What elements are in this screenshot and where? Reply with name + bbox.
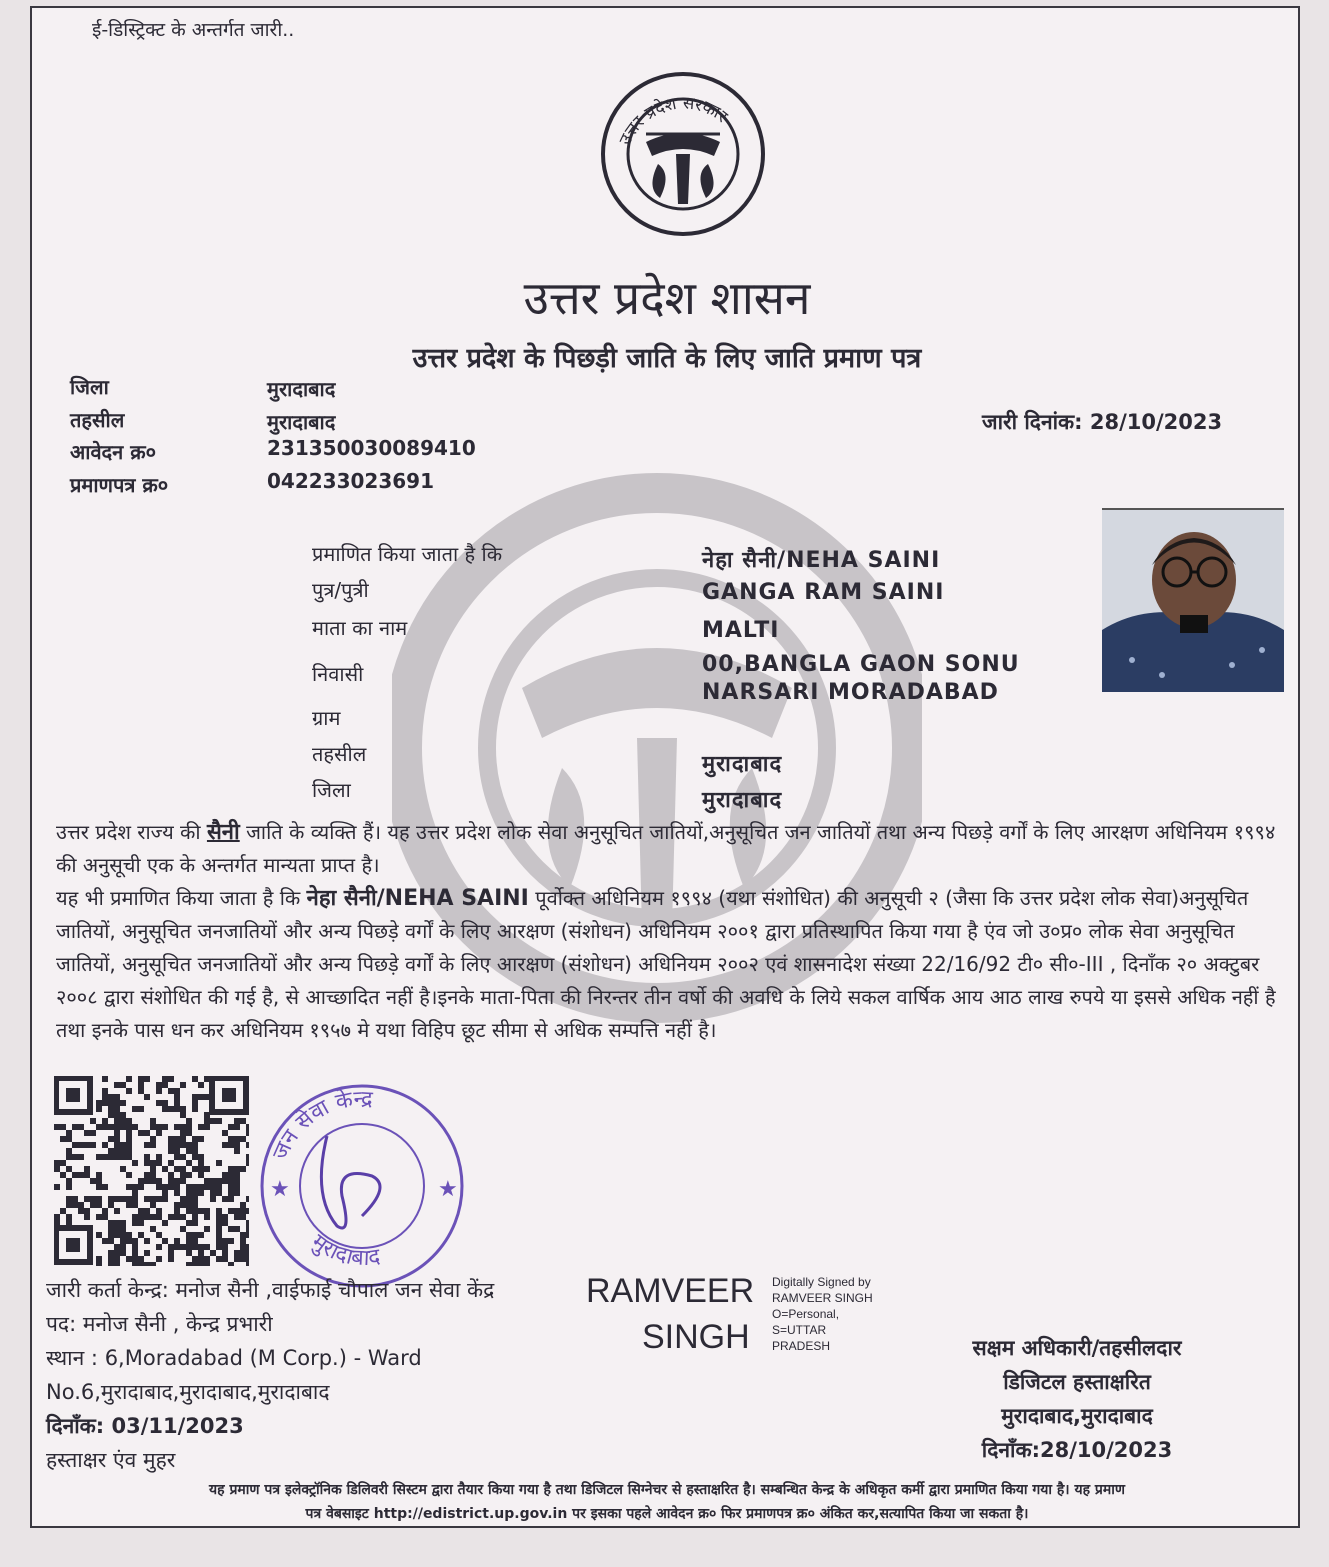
qr-code: [54, 1076, 249, 1266]
detail-district-label: जिला: [312, 778, 351, 802]
address-line1: 00,BANGLA GAON SONU: [702, 652, 1020, 677]
district-value: मुरादाबाद: [267, 377, 336, 401]
p2-text-a: यह भी प्रमाणित किया जाता है कि: [56, 886, 307, 910]
applicant-name: नेहा सैनी/NEHA SAINI: [702, 548, 941, 573]
authority-date: दिनाँक:28/10/2023: [981, 1438, 1173, 1462]
emblem-text: उत्तर प्रदेश सरकार: [615, 93, 732, 149]
signer-name-line2: SINGH: [642, 1318, 750, 1356]
tehsil-label: तहसील: [70, 408, 125, 432]
issuer-post: पद: मनोज सैनी , केन्द्र प्रभारी: [46, 1312, 273, 1336]
father-name: GANGA RAM SAINI: [702, 580, 945, 605]
page-title: उत्तर प्रदेश शासन: [523, 271, 811, 325]
applicant-photo: [1102, 508, 1284, 692]
district-label: जिला: [70, 375, 109, 399]
jan-seva-kendra-stamp: [242, 1076, 482, 1291]
page-subtitle: उत्तर प्रदेश के पिछड़ी जाति के लिए जाति प्रमाण पत्र: [412, 343, 922, 374]
footer-note-line1: यह प्रमाण पत्र इलेक्ट्रॉनिक डिलिवरी सिस्टम द्वारा तैयार किया गया है तथा डिजिटल सिग्नेचर से हस्ताक्षरित है। सम्बन्धित केन्द्र के अधिकृत कर्मी द्वारा प्रमाणित किया गया है। यह प्रमाण: [209, 1482, 1125, 1498]
certificate-number: 042233023691: [267, 469, 434, 493]
svg-text:★: ★: [438, 1177, 458, 1202]
digital-signature-info: [772, 1274, 873, 1354]
issue-date: जारी दिनांक: 28/10/2023: [982, 410, 1223, 434]
digital-line4: S=UTTAR: [772, 1323, 827, 1337]
mother-label: माता का नाम: [312, 616, 408, 640]
address-line2: NARSARI MORADABAD: [702, 680, 999, 705]
p2-text-b: पूर्वोक्त अधिनियम १९९४ (यथा संशोधित) की अनुसूची २ (जैसा कि उत्तर प्रदेश लोक सेवा)अनुसूचित जातियों, अनुसूचित जनजातियों और अन्य पिछड़े वर्गों के लिए आरक्षण (संशोधन) अधिनियम २००१ द्वारा प्रतिस्थापित किया गया है एंव जो उ०प्र० लोक सेवा अनुसूचित जातियों, अनुसूचित जनजातियों और अन्य पिछड़े वर्गों के लिए आरक्षण (संशोधन) अधिनियम २००२ एवं शासनादेश संख्या 22/16/92 टी० सी०-III , दिनाँक २० अक्टुबर २००८ द्वारा संशोधित की गई है, से आच्छादित नहीं है।इनके माता-पिता की निरन्तर तीन वर्षो की अवधि के लिये सकल वार्षिक आय आठ लाख रुपये या इससे अधिक नहीं है तथा इनके पास धन कर अधिनियम १९५७ मे यथा विहिप छूट सीमा से अधिक सम्पत्ति नहीं है।: [56, 886, 1276, 1042]
authority-place: मुरादाबाद,मुरादाबाद: [1001, 1404, 1153, 1428]
issuer-date: दिनाँक: 03/11/2023: [46, 1414, 244, 1438]
certified-label: प्रमाणित किया जाता है कि: [312, 542, 503, 566]
digital-line5: PRADESH: [772, 1339, 831, 1353]
application-number: 231350030089410: [267, 436, 476, 460]
detail-tehsil-value: मुरादाबाद: [702, 752, 783, 777]
authority-digital: डिजिटल हस्ताक्षरित: [1003, 1370, 1151, 1394]
digital-line2: RAMVEER SINGH: [772, 1291, 873, 1305]
paragraph-caste: [56, 816, 1286, 882]
caste-name: सैनी: [206, 820, 240, 845]
issuer-place-line1: स्थान : 6,Moradabad (M Corp.) - Ward: [46, 1346, 422, 1370]
digital-line3: O=Personal,: [772, 1307, 840, 1321]
person-photo-icon: [1102, 510, 1284, 692]
paragraph-certification: [56, 882, 1286, 1047]
mother-name: MALTI: [702, 618, 780, 643]
application-label: आवेदन क्र०: [70, 440, 157, 464]
signer-name-line1: RAMVEER: [586, 1272, 755, 1310]
certificate-page: [30, 6, 1300, 1528]
svg-text:★: ★: [270, 1177, 290, 1202]
child-of-label: पुत्र/पुत्री: [312, 578, 369, 602]
svg-text:मुरादाबाद: [307, 1230, 382, 1271]
detail-district-value: मुरादाबाद: [702, 788, 783, 813]
tehsil-value: मुरादाबाद: [267, 410, 336, 434]
digital-line1: Digitally Signed by: [772, 1275, 871, 1289]
authority-title: सक्षम अधिकारी/तहसीलदार: [972, 1336, 1182, 1360]
resident-label: निवासी: [312, 662, 364, 686]
certificate-label: प्रमाणपत्र क्र०: [70, 473, 169, 497]
issuer-place-line2: No.6,मुरादाबाद,मुरादाबाद,मुरादाबाद: [46, 1380, 330, 1404]
issuer-centre: जारी कर्ता केन्द्र: मनोज सैनी ,वाईफाई चौपाल जन सेवा केंद्र: [46, 1278, 495, 1302]
village-label: ग्राम: [312, 706, 341, 730]
detail-tehsil-label: तहसील: [312, 742, 367, 766]
footer-note-line2: पत्र वेबसाइट http://edistrict.up.gov.in पर इसका पहले आवेदन क्र० फिर प्रमाणपत्र क्र० अंकित कर,सत्यापित किया जा सकता है।: [305, 1506, 1029, 1522]
p2-applicant-name: नेहा सैनी/NEHA SAINI: [306, 886, 529, 911]
up-emblem-icon: [596, 64, 771, 239]
issuer-sign-label: हस्ताक्षर एंव मुहर: [46, 1448, 176, 1472]
stamp-text: जन सेवा केन्द्र: [268, 1086, 374, 1164]
top-note: ई-डिस्ट्रिक्ट के अन्तर्गत जारी..: [92, 19, 295, 41]
p1-text-a: उत्तर प्रदेश राज्य की: [56, 820, 207, 844]
p1-text-b: जाति के व्यक्ति हैं। यह उत्तर प्रदेश लोक सेवा अनुसूचित जातियों,अनुसूचित जन जातियों तथा अन्य पिछड़े वर्गों के लिए आरक्षण अधिनियम १९९४ की अनुसूची एक के अन्तर्गत मान्यता प्राप्त है।: [56, 820, 1276, 877]
stamp-bottom-text: मुरादाबाद: [306, 1229, 382, 1272]
